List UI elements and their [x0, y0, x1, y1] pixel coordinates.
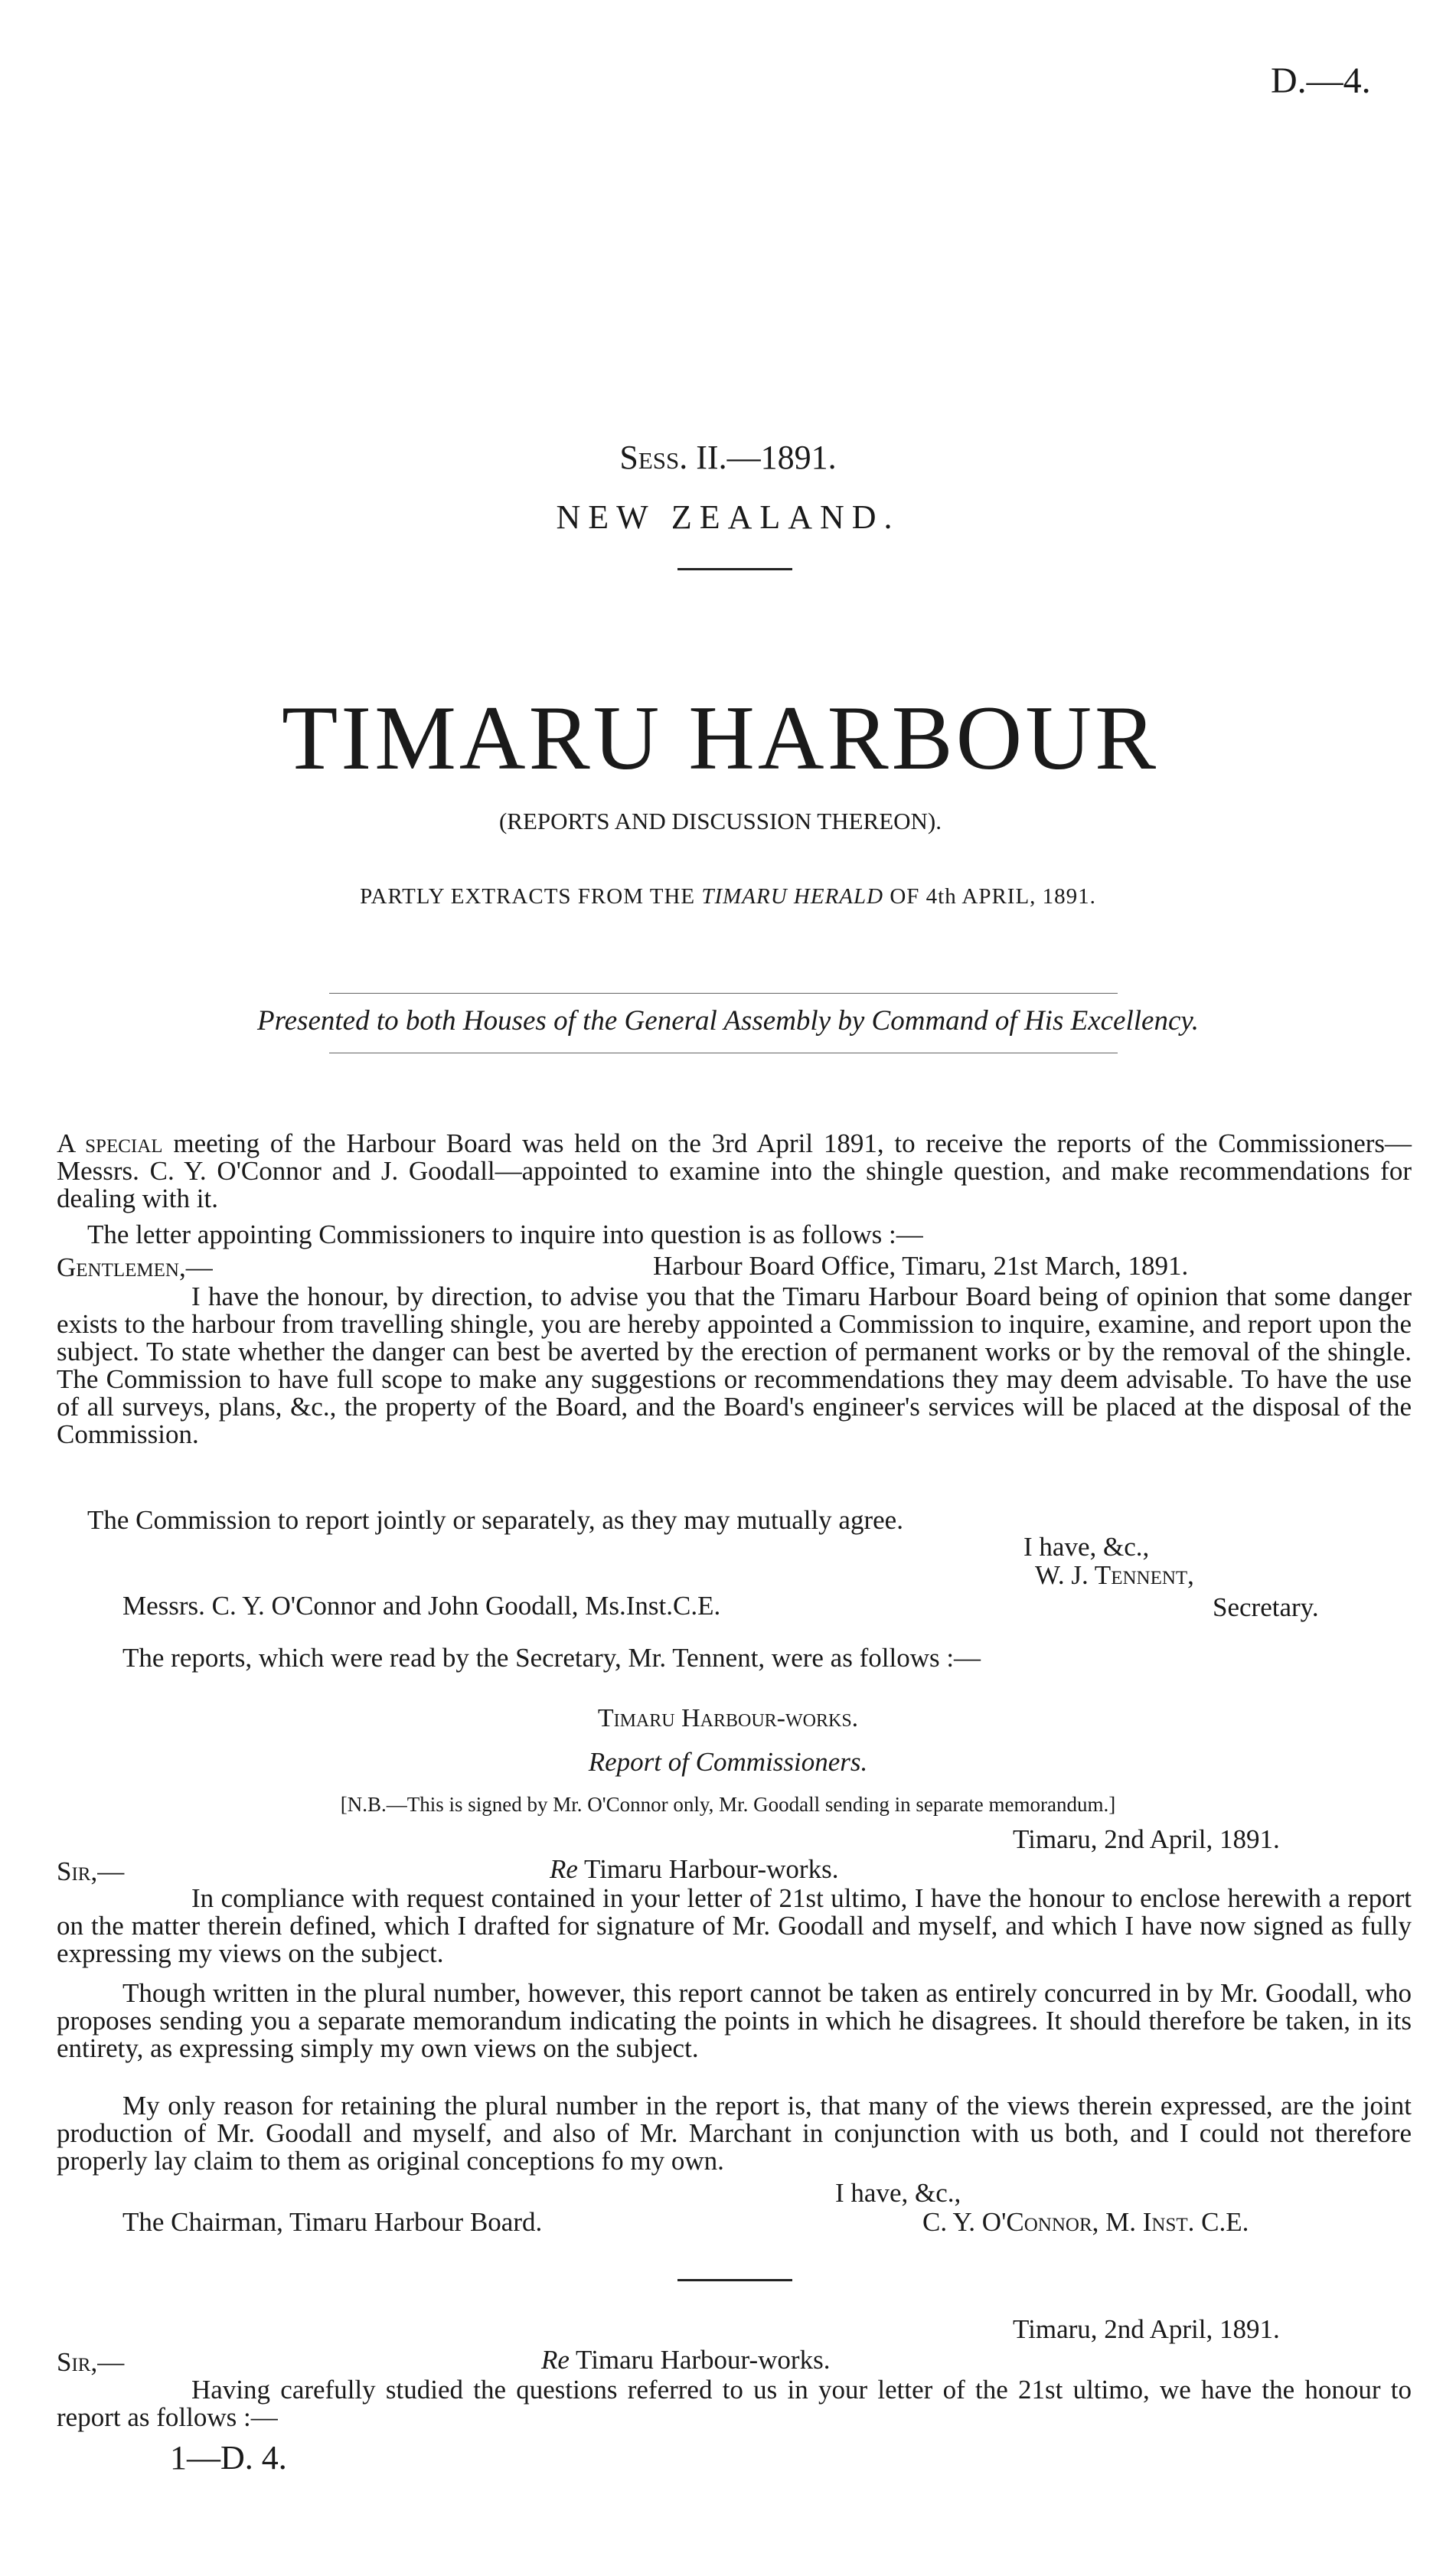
letter1-addressee: Messrs. C. Y. O'Connor and John Goodall, Ms.Inst.C.E. — [122, 1591, 721, 1621]
section-note: [N.B.—This is signed by Mr. O'Connor only, Mr. Goodall sending in separate memorandum.] — [340, 1793, 1116, 1816]
letter2-sign-off: I have, &c., — [831, 2179, 965, 2207]
letter3-re-text: Timaru Harbour-works. — [576, 2345, 831, 2375]
letter3-salutation: Sir,— — [57, 2347, 125, 2377]
divider-rule-section — [677, 2279, 792, 2281]
letter2-re-label: Re — [550, 1854, 578, 1884]
extract-prefix: PARTLY EXTRACTS FROM THE — [360, 884, 696, 909]
extract-line — [0, 884, 1456, 909]
signature-mark: 1—D. 4. — [170, 2439, 287, 2477]
letter1-salutation: Gentlemen,— — [57, 1252, 213, 1282]
page-subtitle: (REPORTS AND DISCUSSION THEREON). — [498, 808, 942, 834]
letter3-paragraph-1: Having carefully studied the questions referred to us in your letter of the 21st ultimo, we have the honour to report as follows :— — [57, 2375, 1412, 2432]
country-line: NEW ZEALAND. — [556, 498, 900, 536]
divider-rule-top — [329, 993, 1118, 994]
extract-suffix: OF 4th APRIL, 1891. — [890, 884, 1096, 909]
letter2-dateline: Timaru, 2nd April, 1891. — [1013, 1824, 1280, 1854]
letter2-paragraph-3: My only reason for retaining the plural number in the report is, that many of the views therein expressed, are the joint production of Mr. Goodall and myself, and also of Mr. Marchant in conjunction with us both, and I could not therefore properly lay claim to them as original conceptions fo my own. — [57, 2091, 1412, 2176]
letter1-body: I have the honour, by direction, to advise you that the Timaru Harbour Board being of opinion that some danger exists to the harbour from travelling shingle, you are hereby appointed a Commission to inquire, examine, and report upon the subject. To state whether the danger can best be averted by the erection of permanent works or by the removal of the shingle. The Commission to have full scope to make any suggestions or recommendations they may deem advisable. To have the use of all surveys, plans, &c., the property of the Board, and the Board's engineer's services will be placed at the disposal of the Commission. — [57, 1282, 1412, 1449]
section-heading: Timaru Harbour-works. — [597, 1704, 859, 1732]
document-code: D.—4. — [1271, 60, 1371, 101]
letter2-salutation: Sir,— — [57, 1856, 125, 1886]
letter3-re — [541, 2346, 830, 2374]
letter3-re-label: Re — [541, 2345, 570, 2375]
letter2-signatory: C. Y. O'Connor, M. Inst. C.E. — [922, 2207, 1249, 2237]
letter3-dateline: Timaru, 2nd April, 1891. — [1013, 2314, 1280, 2344]
reports-intro: The reports, which were read by the Secretary, Mr. Tennent, were as follows :— — [122, 1643, 981, 1673]
letter2-addressee: The Chairman, Timaru Harbour Board. — [122, 2207, 543, 2237]
letter2-re-text: Timaru Harbour-works. — [584, 1854, 839, 1884]
page-title: TIMARU HARBOUR — [281, 687, 1160, 789]
letter2-paragraph-1: In compliance with request contained in your letter of 21st ultimo, I have the honour to enclose herewith a report on the matter therein defined, which I drafted for signature of Mr. Goodall and myself, and which I have now signed as fully expressing my views on the subject. — [57, 1883, 1412, 1968]
letter1-title: Secretary. — [1213, 1592, 1319, 1622]
section-subheading: Report of Commissioners. — [588, 1747, 868, 1777]
letter1-signatory: W. J. Tennent, — [1035, 1560, 1194, 1590]
letter-intro: The letter appointing Commissioners to inquire into question is as follows :— — [87, 1219, 923, 1249]
intro-text: meeting of the Harbour Board was held on the 3rd April 1891, to receive the reports of the Commissioners—Messrs. C. Y. O'Connor and J. Goodall—appointed to examine into the shingle question, and make recommendations for dealing with it. — [57, 1128, 1412, 1213]
letter2-paragraph-2: Though written in the plural number, however, this report cannot be taken as entirely concurred in by Mr. Goodall, who proposes sending you a separate memorandum indicating the points in which he disagrees. It should therefore be taken, in its entirety, as expressing simply my own views on the subject. — [57, 1978, 1412, 2063]
letter2-re — [550, 1856, 838, 1883]
intro-lead: A special — [57, 1128, 163, 1158]
letter1-closing-paragraph: The Commission to report jointly or separately, as they may mutually agree. — [87, 1505, 903, 1535]
extract-paper: TIMARU HERALD — [701, 884, 884, 909]
session-line: Sess. II.—1891. — [619, 439, 837, 476]
divider-rule — [677, 568, 792, 570]
intro-paragraph — [57, 1130, 1412, 1213]
letter1-sign-off: I have, &c., — [1023, 1532, 1150, 1562]
presented-line: Presented to both Houses of the General Assembly by Command of His Excellency. — [257, 1005, 1199, 1037]
letter1-dateline: Harbour Board Office, Timaru, 21st March, 1891. — [653, 1251, 1189, 1281]
